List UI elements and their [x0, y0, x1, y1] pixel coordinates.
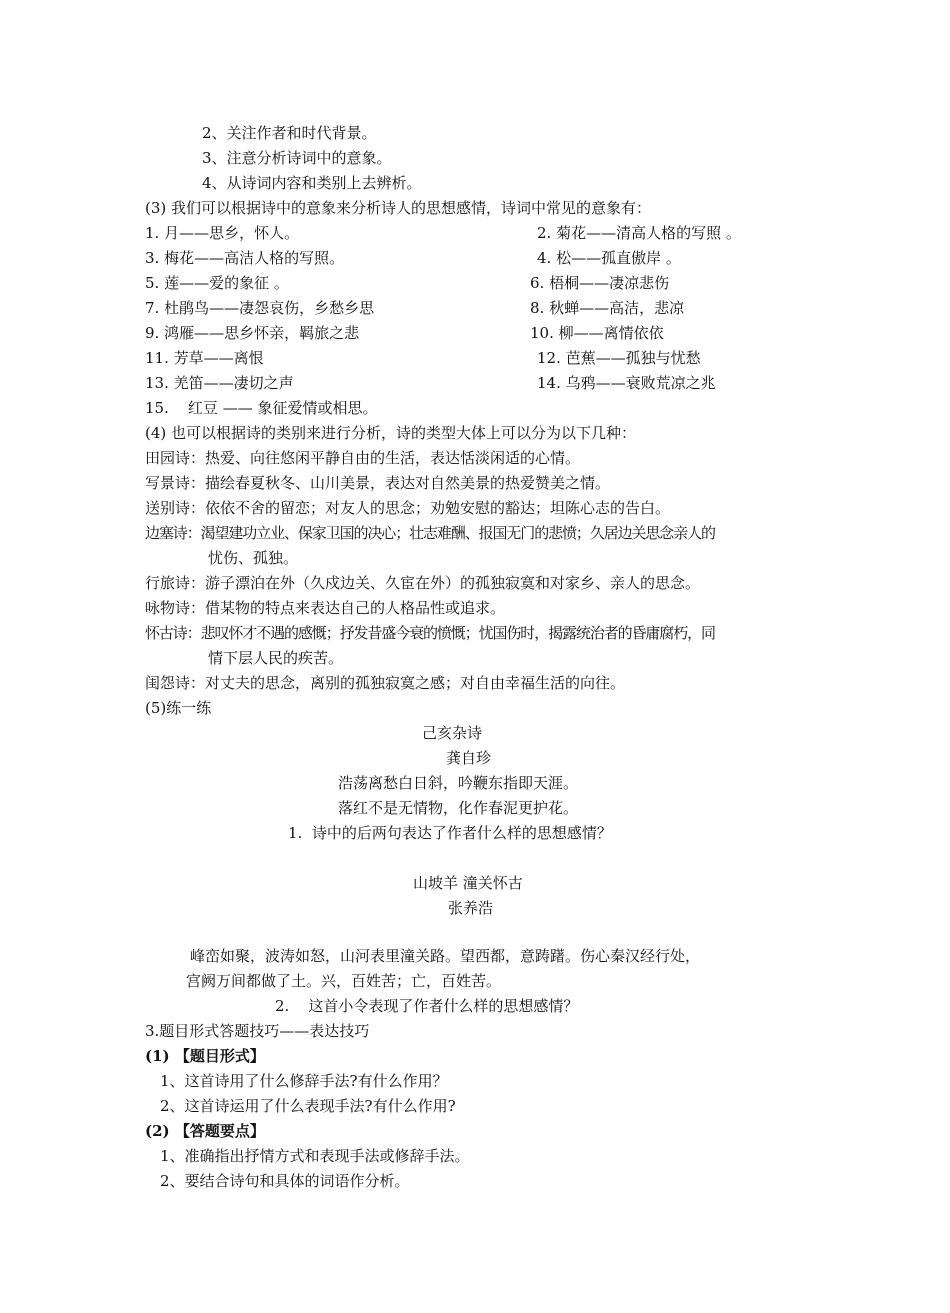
poem-type-continued: 忧伤、孤独。: [208, 549, 299, 567]
step-4: 4、从诗词内容和类别上去辨析。: [202, 174, 422, 192]
imagery-item: 3. 梅花——高洁人格的写照。: [145, 249, 345, 267]
points-heading: (2) 【答题要点】: [145, 1122, 265, 1140]
imagery-item: 9. 鸿雁——思乡怀亲，羁旅之悲: [145, 324, 360, 342]
poem-title: 山坡羊 潼关怀古: [413, 874, 523, 892]
imagery-item: 1. 月——思乡，怀人。: [145, 224, 300, 242]
poem-type: 写景诗：描绘春夏秋冬、山川美景，表达对自然美景的热爱赞美之情。: [145, 474, 611, 492]
imagery-item: 2. 菊花——清高人格的写照 。: [537, 224, 741, 242]
imagery-item: 11. 芳草——离恨: [145, 349, 264, 367]
step-2: 2、关注作者和时代背景。: [202, 124, 377, 142]
poem-line: 宫阙万间都做了土。兴，百姓苦；亡，百姓苦。: [186, 972, 502, 990]
form-question: 2、这首诗运用了什么表现手法?有什么作用?: [160, 1097, 456, 1115]
practice-heading: (5)练一练: [145, 699, 212, 717]
imagery-item: 15. 红豆 —— 象征爱情或相思。: [145, 399, 378, 417]
poem-author: 龚自珍: [446, 749, 492, 767]
imagery-item: 6. 梧桐——凄凉悲伤: [530, 274, 670, 292]
imagery-item: 14. 乌鸦——衰败荒凉之兆: [537, 374, 716, 392]
imagery-heading: (3) 我们可以根据诗中的意象来分析诗人的思想感情，诗词中常见的意象有：: [145, 199, 652, 217]
imagery-item: 7. 杜鹃鸟——凄怨哀伤，乡愁乡思: [145, 299, 375, 317]
section-heading: 3.题目形式答题技巧——表达技巧: [145, 1022, 370, 1040]
step-3: 3、注意分析诗词中的意象。: [202, 149, 392, 167]
imagery-item: 12. 芭蕉——孤独与忧愁: [537, 349, 701, 367]
practice-question: 2. 这首小令表现了作者什么样的思想感情？: [275, 997, 579, 1015]
poem-type: 送别诗：依依不舍的留恋；对友人的思念；劝勉安慰的豁达；坦陈心志的告白。: [145, 499, 671, 517]
poem-type: 田园诗：热爱、向往悠闲平静自由的生活，表达恬淡闲适的心情。: [145, 449, 581, 467]
imagery-item: 10. 柳——离情依依: [530, 324, 664, 342]
answer-point: 2、要结合诗句和具体的词语作分析。: [160, 1172, 410, 1190]
poem-type-continued: 情下层人民的疾苦。: [208, 649, 344, 667]
form-question: 1、这首诗用了什么修辞手法?有什么作用？: [160, 1072, 448, 1090]
poem-author: 张养浩: [448, 899, 494, 917]
poem-title: 己亥杂诗: [422, 724, 483, 742]
form-heading: (1) 【题目形式】: [145, 1047, 265, 1065]
practice-question: 1. 诗中的后两句表达了作者什么样的思想感情？: [288, 824, 612, 842]
types-heading: (4) 也可以根据诗的类别来进行分析，诗的类型大体上可以分为以下几种：: [145, 424, 637, 442]
poem-line: 峰峦如聚，波涛如怒，山河表里潼关路。望西都，意踌躇。伤心秦汉经行处，: [190, 947, 701, 965]
poem-line: 落红不是无情物，化作春泥更护花。: [338, 799, 579, 817]
poem-type: 边塞诗：渴望建功立业、保家卫国的决心；壮志难酬、报国无门的悲愤；久居边关思念亲人的: [145, 524, 715, 542]
answer-point: 1、准确指出抒情方式和表现手法或修辞手法。: [160, 1147, 470, 1165]
imagery-item: 5. 莲——爱的象征 。: [145, 274, 289, 292]
imagery-item: 13. 羌笛——凄切之声: [145, 374, 294, 392]
poem-type: 闺怨诗：对丈夫的思念，离别的孤独寂寞之感；对自由幸福生活的向往。: [145, 674, 626, 692]
poem-type: 怀古诗：悲叹怀才不遇的感慨；抒发昔盛今衰的愤慨；忧国伤时，揭露统治者的昏庸腐朽，同: [145, 624, 715, 642]
imagery-item: 8. 秋蝉——高洁，悲凉: [530, 299, 685, 317]
poem-line: 浩荡离愁白日斜，吟鞭东指即天涯。: [338, 774, 579, 792]
poem-type: 行旅诗：游子漂泊在外（久戍边关、久宦在外）的孤独寂寞和对家乡、亲人的思念。: [145, 574, 701, 592]
imagery-item: 4. 松——孤直傲岸 。: [537, 249, 681, 267]
poem-type: 咏物诗：借某物的特点来表达自己的人格品性或追求。: [145, 599, 506, 617]
